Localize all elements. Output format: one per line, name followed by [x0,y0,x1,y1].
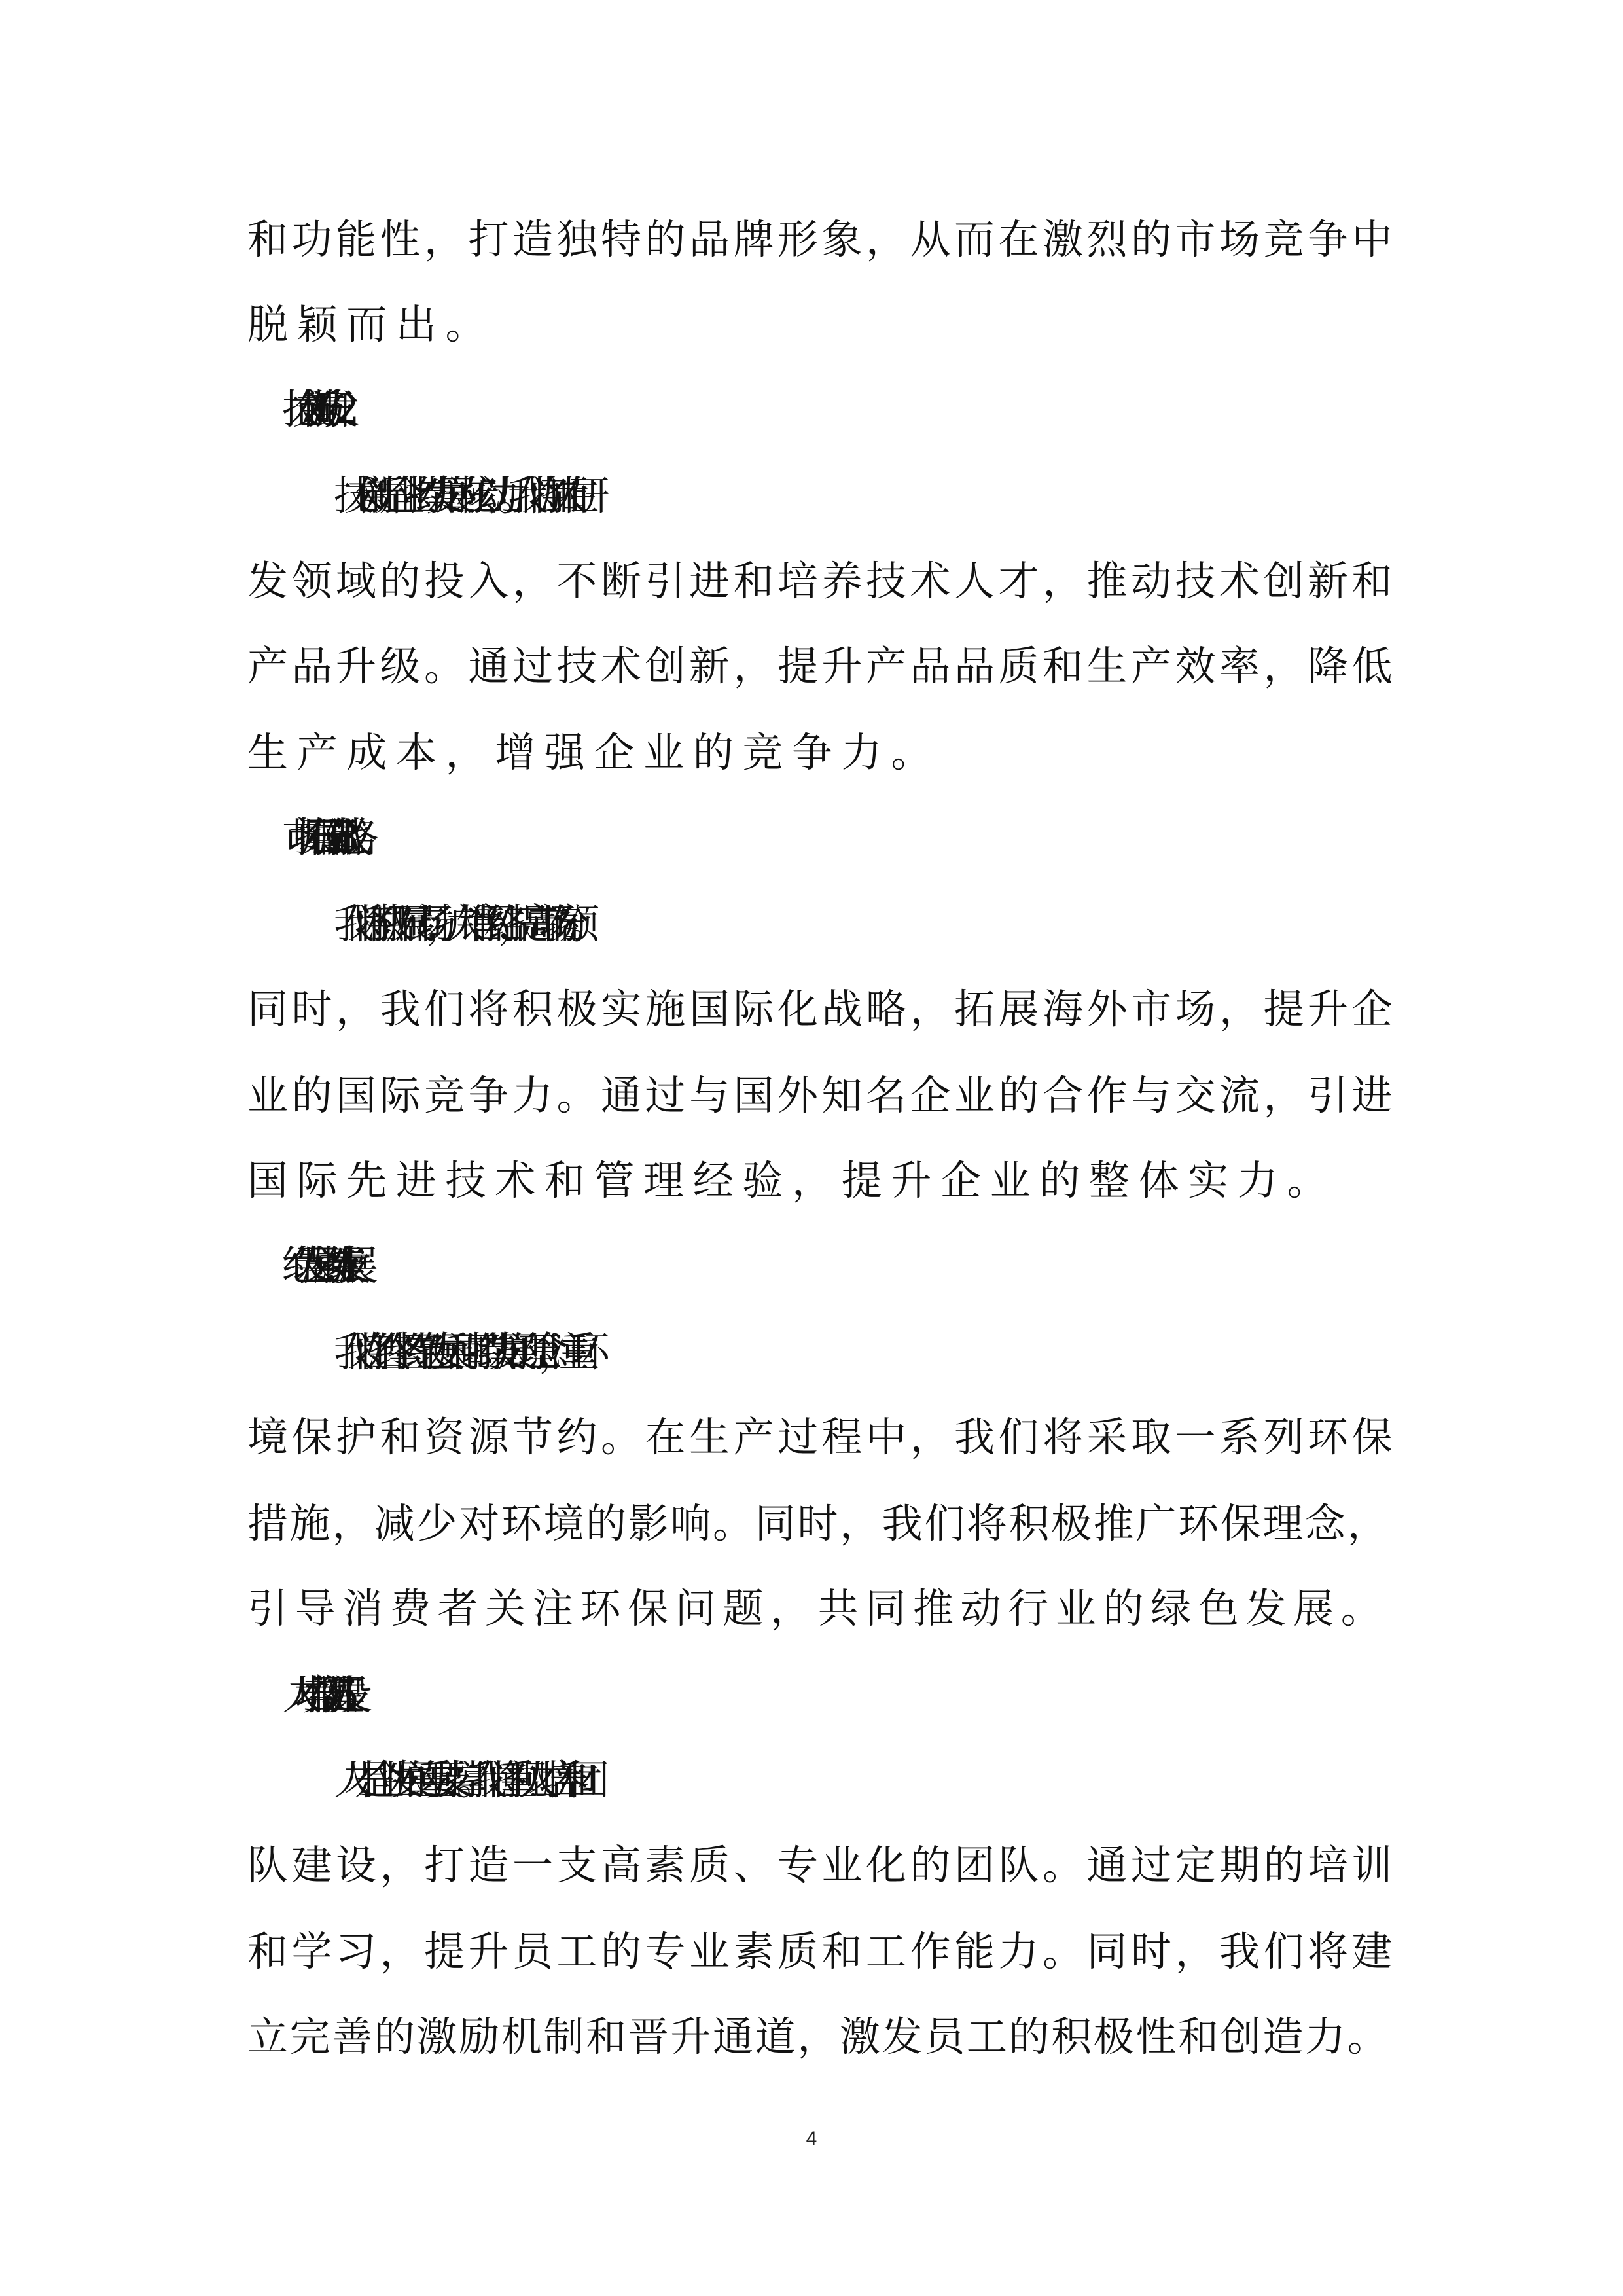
section-heading-5: 5. 人才培养与团队建设 [334,1671,338,1719]
body-text-line: 我们将始终坚持绿色发展和可持续发展的理念，注重环 [334,1328,580,1376]
body-text-line: 同时，我们将积极实施国际化战略，拓展海外市场，提升企 [247,985,1397,1033]
body-text-line: 脱颖而出。 [247,300,495,348]
body-text-line: 和学习，提升员工的专业素质和工作能力。同时，我们将建 [247,1928,1397,1975]
page-number: 4 [806,2128,817,2149]
section-heading-4: 4. 绿色发展与可持续发展 [334,1242,344,1289]
section-heading-3: 3. 市场拓展与国际化战略 [334,814,344,861]
body-text-line: 措施，减少对环境的影响。同时，我们将积极推广环保理念， [247,1499,1390,1547]
section-heading-2 [334,384,1479,436]
body-text-line: 发领域的投入，不断引进和培养技术人才，推动技术创新和 [247,557,1397,605]
body-text-line: 立完善的激励机制和晋升通道，激发员工的积极性和创造力。 [247,2013,1390,2060]
body-text-line: 国际先进技术和管理经验，提升企业的整体实力。 [247,1157,1337,1204]
body-text-line: 人才是企业发展的重要支撑。我们将重视人才培养和团 [334,1756,580,1804]
body-text-line: 生产成本，增强企业的竞争力。 [247,728,940,776]
body-text-line: 技术创新是企业持续发展的核心动力。我们将加大在研 [334,472,580,520]
body-text-line: 产品升级。通过技术创新，提升产品品质和生产效率，降低 [247,642,1397,690]
body-text-line: 境保护和资源节约。在生产过程中，我们将采取一系列环保 [247,1413,1397,1461]
body-text-line: 队建设，打造一支高素质、专业化的团队。通过定期的培训 [247,1841,1397,1889]
body-text-line: 引导消费者关注环保问题，共同推动行业的绿色发展。 [247,1585,1389,1632]
body-text-line: 我们将积极拓展市场，扩大销售网络，提高市场份额。 [334,900,580,948]
body-text-line: 和功能性，打造独特的品牌形象，从而在激烈的市场竞争中 [247,215,1397,263]
body-text-line: 业的国际竞争力。通过与国外知名企业的合作与交流，引进 [247,1071,1397,1119]
